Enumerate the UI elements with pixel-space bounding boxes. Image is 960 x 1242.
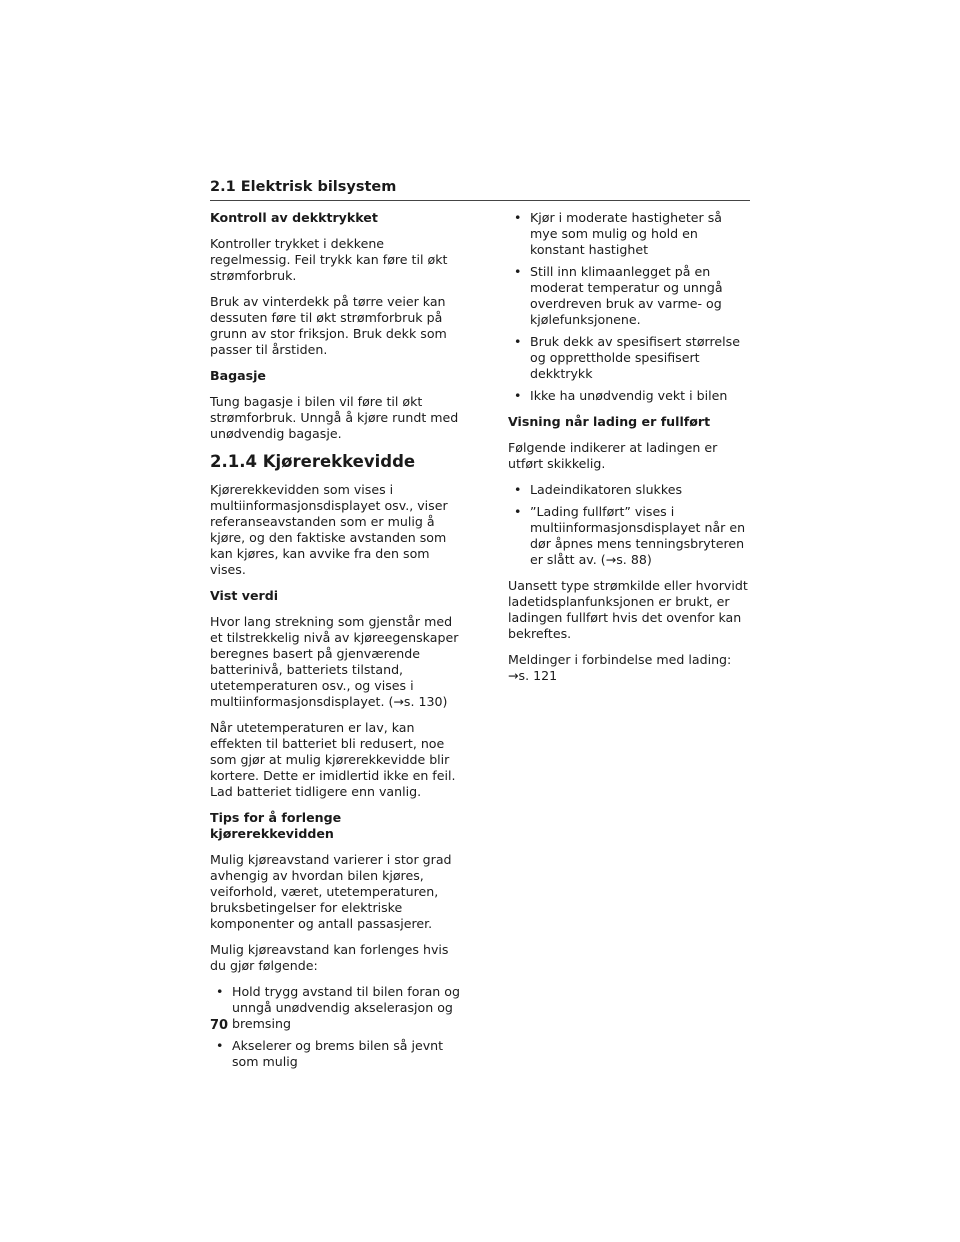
list-item: • Akselerer og brems bilen så jevnt som mulig xyxy=(210,1038,462,1070)
list-item: • ”Lading fullført” vises i multiinformasjonsdisplayet når en dør åpnes mens tenningsbryteren er slått av. (→s. 88) xyxy=(508,504,752,568)
list-item: • Kjør i moderate hastigheter så mye som mulig og hold en konstant hastighet xyxy=(508,210,752,258)
range-tips-list-continued xyxy=(508,210,752,404)
list-item: • Hold trygg avstand til bilen foran og unngå unødvendig akselerasjon og bremsing xyxy=(210,984,462,1032)
paragraph-luggage: Tung bagasje i bilen vil føre til økt strømforbruk. Unngå å kjøre rundt med unødvendig bagasje. xyxy=(210,394,459,441)
paragraph-tire-pressure-1: Kontroller trykket i dekkene regelmessig. Feil trykk kan føre til økt strømforbruk. xyxy=(210,236,448,283)
list-item: • Ladeindikatoren slukkes xyxy=(508,482,752,498)
paragraph-range-tips-2: Mulig kjøreavstand kan forlenges hvis du gjør følgende: xyxy=(210,942,449,973)
charge-complete-list xyxy=(508,482,752,568)
heading-range-tips: Tips for å forlenge kjørerekkevidden xyxy=(210,810,342,841)
page-number: 70 xyxy=(210,1018,229,1033)
paragraph-power-source: Uansett type strømkilde eller hvorvidt ladetidsplanfunksjonen er brukt, er ladingen fullført hvis det ovenfor kan bekreftes. xyxy=(508,578,748,641)
heading-displayed-value: Vist verdi xyxy=(210,588,279,603)
list-item: • Ikke ha unødvendig vekt i bilen xyxy=(508,388,752,404)
left-column xyxy=(210,210,462,1080)
paragraph-tire-pressure-2: Bruk av vinterdekk på tørre veier kan dessuten føre til økt strømforbruk på grunn av stor friksjon. Bruk dekk som passer til årstiden. xyxy=(210,294,447,357)
paragraph-displayed-value-2: Når utetemperaturen er lav, kan effekten til batteriet bli redusert, noe som gjør at mulig kjørerekkevidde blir kortere. Dette er imidlertid ikke en feil. Lad batteriet tidligere enn vanlig. xyxy=(210,720,456,799)
right-column xyxy=(508,210,752,694)
paragraph-displayed-value-1: Hvor lang strekning som gjenstår med et tilstrekkelig nivå av kjøreegenskaper beregnes basert på gjenværende batterinivå, batteriets tilstand, utetemperaturen osv., og vises i multiinformasjonsdisplayet. (→s. 130) xyxy=(210,614,459,709)
list-item: • Still inn klimaanlegget på en moderat temperatur og unngå overdreven bruk av varme- og kjølefunksjonene. xyxy=(508,264,752,328)
section-title-driving-range: 2.1.4 Kjørerekkevidde xyxy=(210,452,416,471)
list-item: • Bruk dekk av spesifisert størrelse og opprettholde spesifisert dekktrykk xyxy=(508,334,752,382)
heading-luggage: Bagasje xyxy=(210,368,266,383)
paragraph-range-tips-1: Mulig kjøreavstand varierer i stor grad avhengig av hvordan bilen kjøres, veiforhold, været, utetemperaturen, bruksbetingelser for elektriske komponenter og antall passasjerer. xyxy=(210,852,452,931)
range-tips-list xyxy=(210,984,462,1070)
heading-tire-pressure: Kontroll av dekktrykket xyxy=(210,210,378,225)
heading-charge-complete: Visning når lading er fullført xyxy=(508,414,711,429)
section-header: 2.1 Elektrisk bilsystem xyxy=(210,179,750,201)
paragraph-charge-complete: Følgende indikerer at ladingen er utført skikkelig. xyxy=(508,440,718,471)
paragraph-charging-messages: Meldinger i forbindelse med lading: →s. 121 xyxy=(508,652,732,683)
paragraph-driving-range: Kjørerekkevidden som vises i multiinformasjonsdisplayet osv., viser referanseavstanden som er mulig å kjøre, og den faktiske avstanden som kan kjøres, kan avvike fra den som vises. xyxy=(210,482,448,577)
